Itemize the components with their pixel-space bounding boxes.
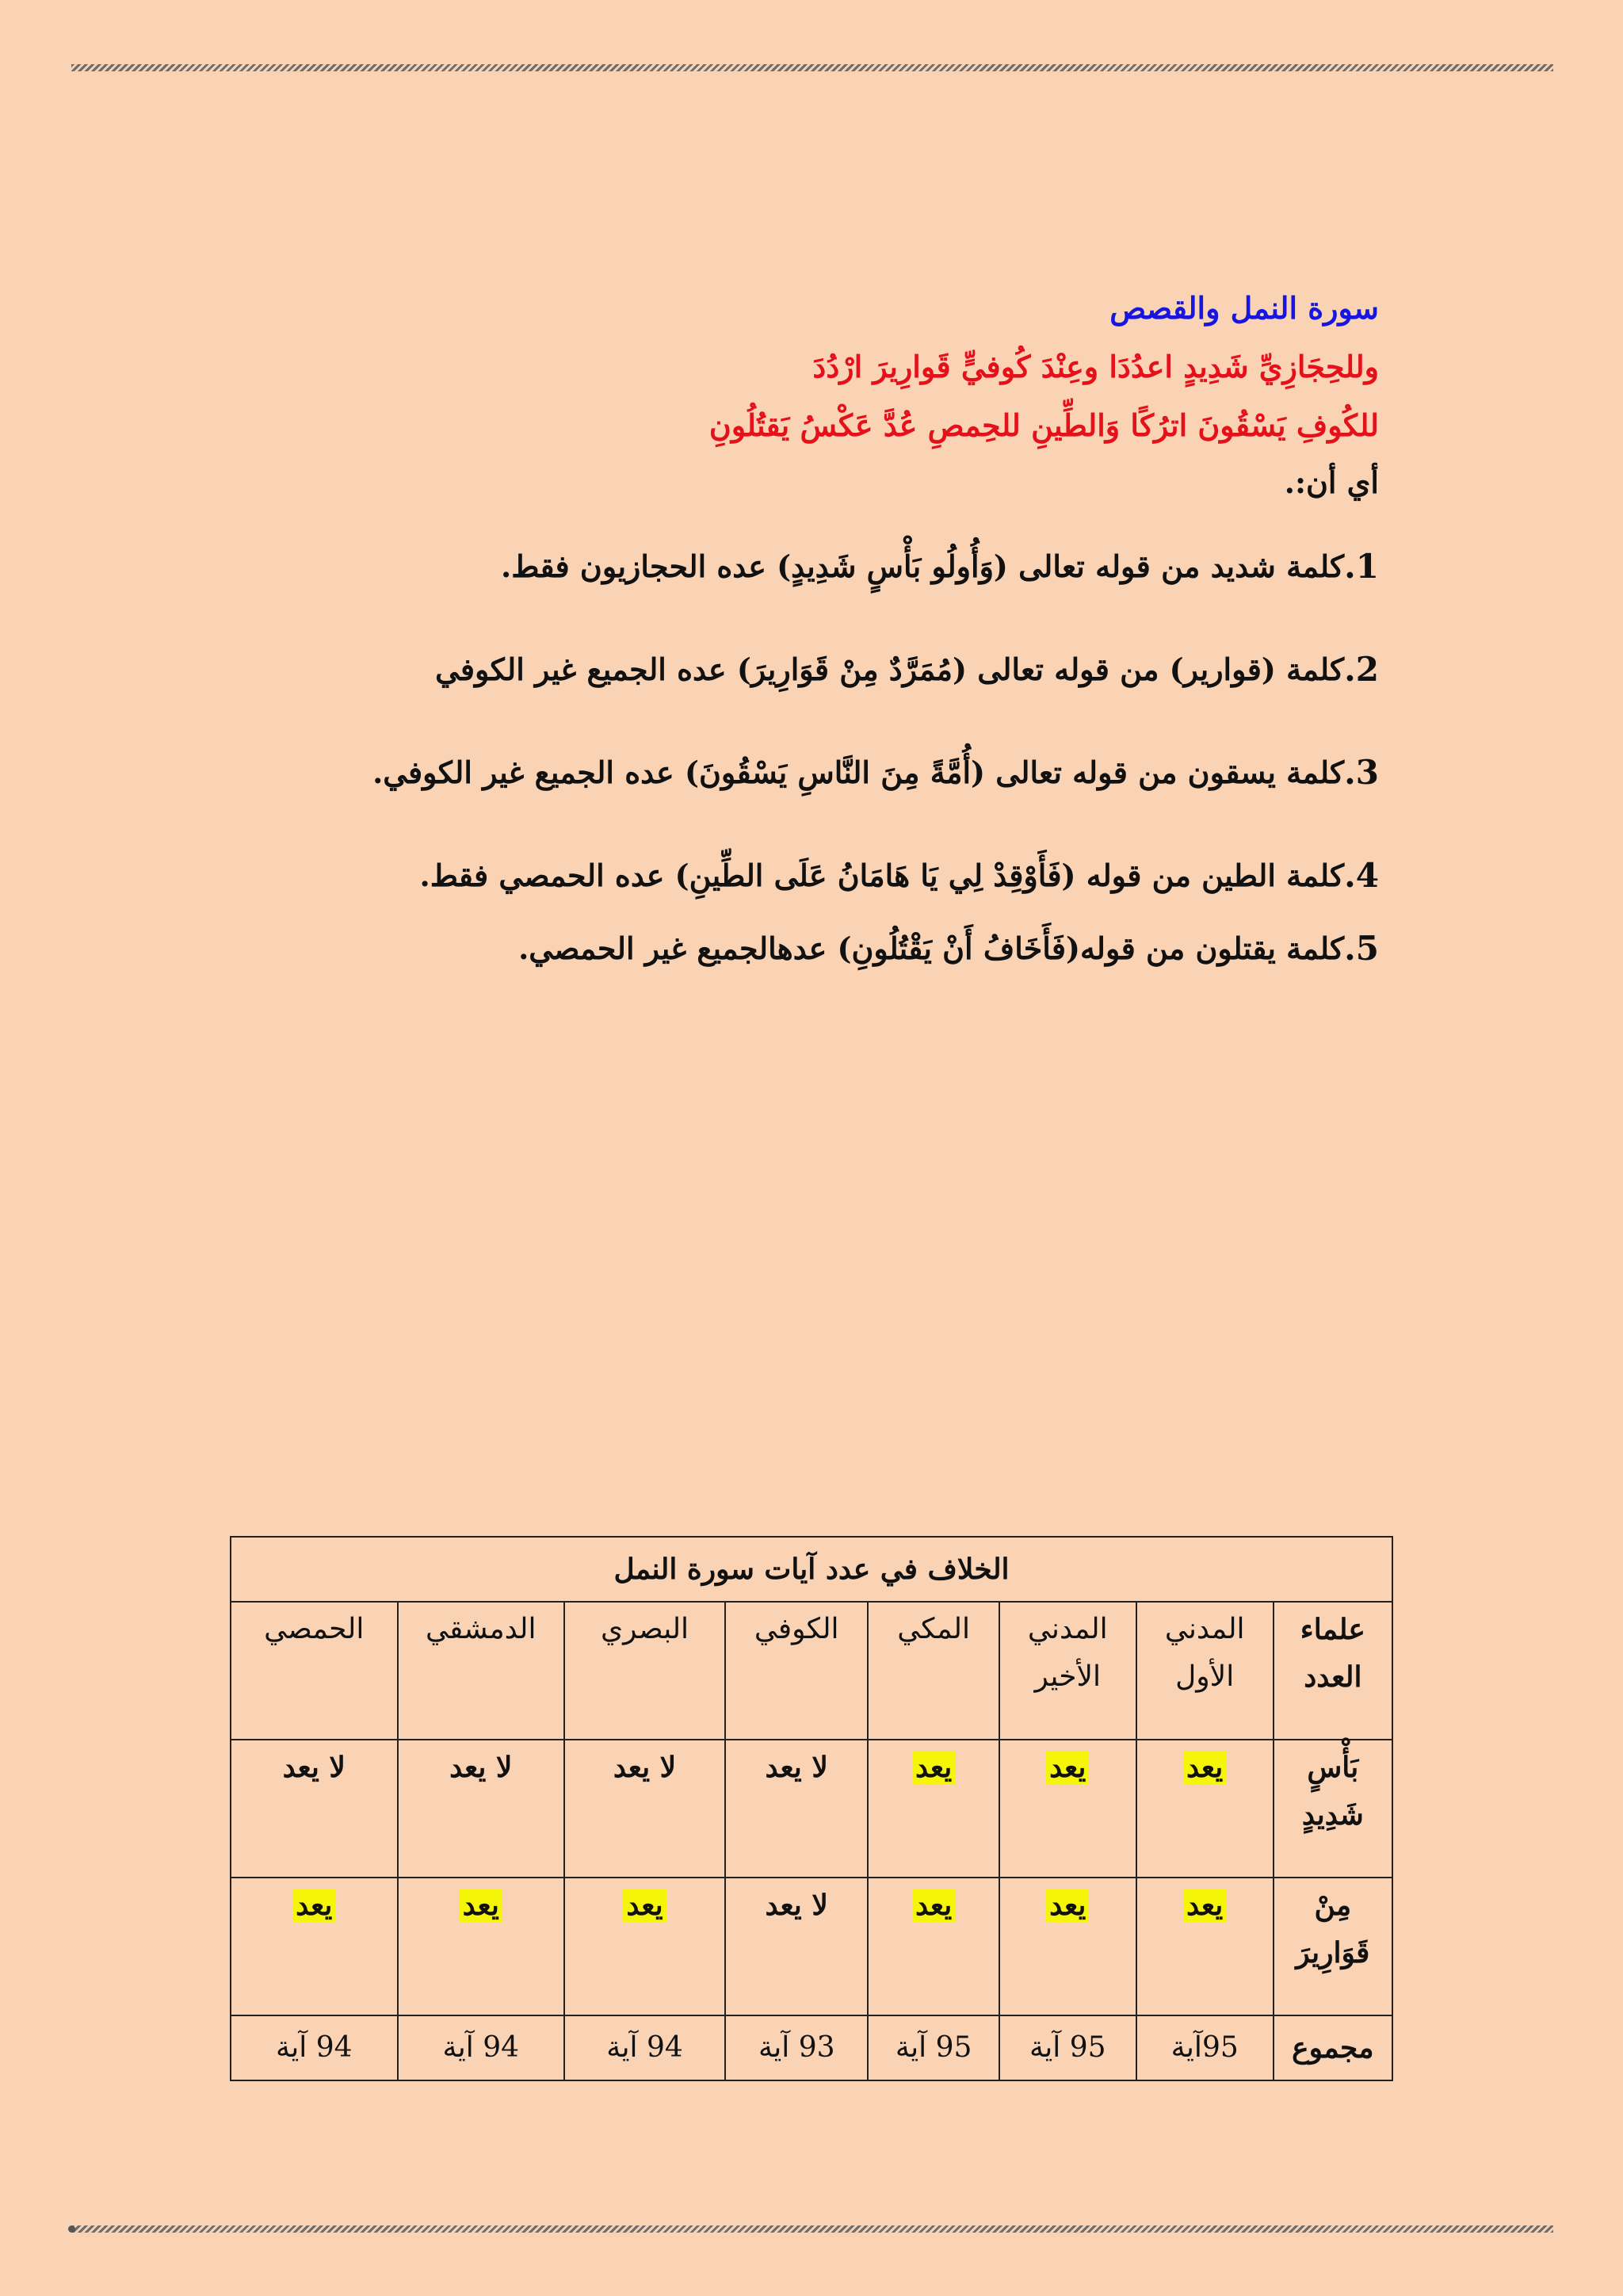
table-cell [398, 1740, 565, 1878]
table-cell [725, 1740, 868, 1878]
table-cell [1136, 1740, 1274, 1878]
table-cell [1136, 1878, 1274, 2015]
intro-text: أي أن:. [1284, 464, 1379, 500]
list-item-5 [190, 924, 1379, 973]
cell-value: لا يعد [449, 1751, 513, 1784]
cell-value: لا يعد [765, 1751, 828, 1784]
header-cell: المدني الأول [1136, 1602, 1274, 1740]
cell-value: لا يعد [765, 1889, 828, 1922]
item-text: كلمة (قوارير) من قوله تعالى (مُمَرَّدٌ مِنْ قَوَارِيرَ) عده الجميع غير الكوفي [435, 651, 1345, 687]
table-cell [999, 1878, 1136, 2015]
header-cell: المدني الأخير [999, 1602, 1136, 1740]
table-cell [231, 1740, 398, 1878]
surah-heading: سورة النمل والقصص [1109, 290, 1379, 326]
table-cell [868, 1878, 999, 2015]
cell-value: يعد [1046, 1889, 1089, 1922]
list-item-3 [190, 748, 1379, 797]
top-decorative-rule [71, 64, 1553, 71]
total-cell: 95 آية [868, 2015, 999, 2080]
item-number: 2. [1344, 650, 1379, 689]
cell-value: يعد [1183, 1751, 1226, 1784]
item-text: كلمة شديد من قوله تعالى (وَأُولُو بَأْسٍ شَدِيدٍ) عده الحجازيون فقط. [501, 548, 1345, 584]
table-cell [398, 1878, 565, 2015]
table-cell [231, 1878, 398, 2015]
totals-row [231, 2015, 1392, 2080]
header-cell: المكي [868, 1602, 999, 1740]
table-cell [868, 1740, 999, 1878]
item-number: 5. [1344, 929, 1379, 968]
item-text: كلمة يقتلون من قوله(فَأَخَافُ أَنْ يَقْتُلُونِ) عدهالجميع غير الحمصي. [518, 930, 1345, 966]
table-row [231, 1740, 1392, 1878]
list-item-4 [190, 851, 1379, 900]
table-cell [564, 1878, 725, 2015]
header-cell: الحمصي [231, 1602, 398, 1740]
total-cell: 94 آية [564, 2015, 725, 2080]
cell-value: يعد [912, 1751, 955, 1784]
bottom-decorative-rule [71, 2225, 1553, 2233]
item-text: كلمة الطين من قوله (فَأَوْقِدْ لِي يَا هَامَانُ عَلَى الطِّينِ) عده الحمصي فقط. [419, 858, 1345, 893]
cell-value: يعد [1046, 1751, 1089, 1784]
total-cell: 95آية [1136, 2015, 1274, 2080]
table-cell [725, 1878, 868, 2015]
total-cell: 94 آية [398, 2015, 565, 2080]
total-cell: 95 آية [999, 2015, 1136, 2080]
item-text: كلمة يسقون من قوله تعالى (أُمَّةً مِنَ النَّاسِ يَسْقُونَ) عده الجميع غير الكوفي. [372, 755, 1345, 790]
table-row [231, 1878, 1392, 2015]
cell-value: لا يعد [613, 1751, 677, 1784]
cell-value: يعد [623, 1889, 666, 1922]
document-body [190, 279, 1379, 973]
total-cell: 94 آية [231, 2015, 398, 2080]
verse-line-2: للكُوفِ يَسْقُونَ اترُكًا وَالطِّينِ للحِمصِ عُدَّ عَكْسُ يَقتُلُونِ [708, 407, 1379, 443]
item-number: 4. [1344, 856, 1379, 895]
list-item-1 [190, 542, 1379, 591]
cell-value: يعد [292, 1889, 335, 1922]
list-item-2 [190, 645, 1379, 694]
header-cell: الدمشقي [398, 1602, 565, 1740]
item-number: 3. [1344, 753, 1379, 792]
row-label: بَأْسٍ شَدِيدٍ [1274, 1740, 1392, 1878]
row-label: مِنْ قَوَارِيرَ [1274, 1878, 1392, 2015]
cell-value: يعد [1183, 1889, 1226, 1922]
table-cell [564, 1740, 725, 1878]
cell-value: يعد [912, 1889, 955, 1922]
verse-count-table-wrapper [230, 1536, 1393, 2081]
table-caption: الخلاف في عدد آيات سورة النمل [231, 1537, 1392, 1602]
item-number: 1. [1344, 547, 1379, 586]
header-cell: البصري [564, 1602, 725, 1740]
verse-line-1: وللحِجَازِيِّ شَدِيدٍ اعدُدَا وعِنْدَ كُوفيٍّ قَوارِيرَ ارْدُدَ [812, 349, 1379, 384]
totals-label: مجموع [1274, 2015, 1392, 2080]
cell-value: لا يعد [282, 1751, 346, 1784]
header-cell: علماء العدد [1274, 1602, 1392, 1740]
cell-value: يعد [460, 1889, 502, 1922]
header-cell: الكوفي [725, 1602, 868, 1740]
table-cell [999, 1740, 1136, 1878]
verse-count-table [230, 1536, 1393, 2081]
table-header-row [231, 1602, 1392, 1740]
total-cell: 93 آية [725, 2015, 868, 2080]
